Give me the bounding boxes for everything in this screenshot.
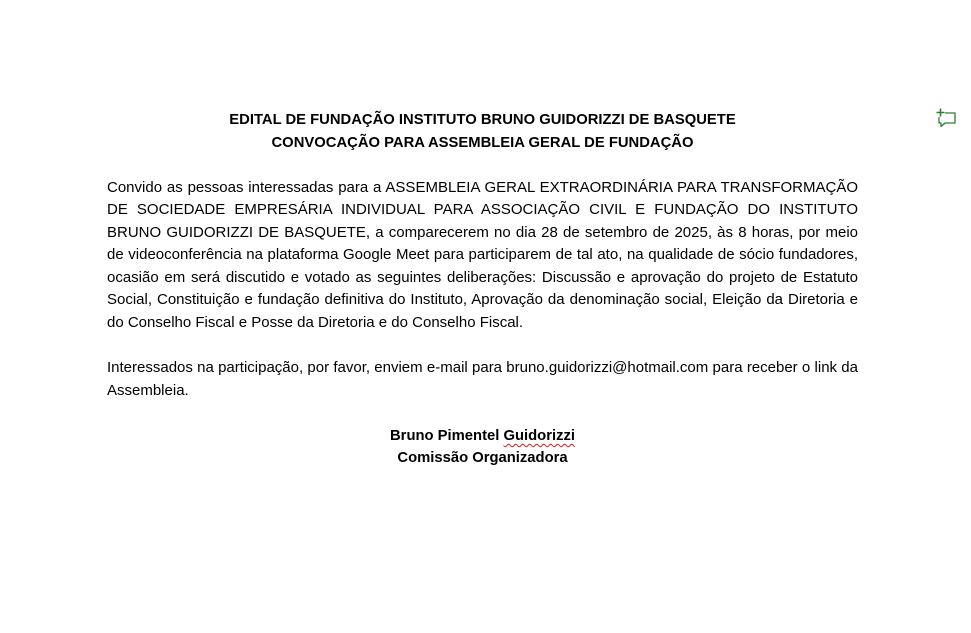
convocation-paragraph: Convido as pessoas interessadas para a ASSEMBLEIA GERAL EXTRAORDINÁRIA PARA TRANSFORMAÇÃO DE SOCIEDADE EMPRESÁRIA INDIVIDUAL PARA ASSOCIAÇÃO CIVIL E FUNDAÇÃO DO INSTITUTO BRUNO GUIDORIZZI DE BASQUETE, a comparecerem no dia 28 de setembro de 2025, às 8 horas, por meio de videoconferência na plataforma Google Meet para participarem de tal ato, na qualidade de sócio fundadores, ocasião em será discutido e votado as seguintes deliberações: Discussão e aprovação do projeto de Estatuto Social, Constituição e fundação definitiva do Instituto, Aprovação da denominação social, Eleição da Diretoria e do Conselho Fiscal e Posse da Diretoria e do Conselho Fiscal. (107, 178, 858, 332)
paragraph-spacer (107, 402, 858, 425)
signature-role: Comissão Organizadora (397, 450, 568, 467)
document-title-line-2: CONVOCAÇÃO PARA ASSEMBLEIA GERAL DE FUNDAÇÃO (271, 134, 694, 151)
signature-name (107, 425, 858, 448)
new-comment-icon[interactable] (936, 108, 958, 128)
document-body[interactable] (107, 109, 858, 470)
paragraph-spacer (107, 335, 858, 358)
document-title-line-1: EDITAL DE FUNDAÇÃO INSTITUTO BRUNO GUIDORIZZI DE BASQUETE (229, 112, 736, 128)
paragraph-spacer (107, 154, 858, 177)
signature-first-names: Bruno Pimentel (390, 427, 504, 444)
contact-paragraph: Interessados na participação, por favor, enviem e-mail para bruno.guidorizzi@hotmail.com para receber o link da Assembleia. (107, 359, 858, 399)
signature-surname-misspelled[interactable]: Guidorizzi (503, 427, 575, 444)
